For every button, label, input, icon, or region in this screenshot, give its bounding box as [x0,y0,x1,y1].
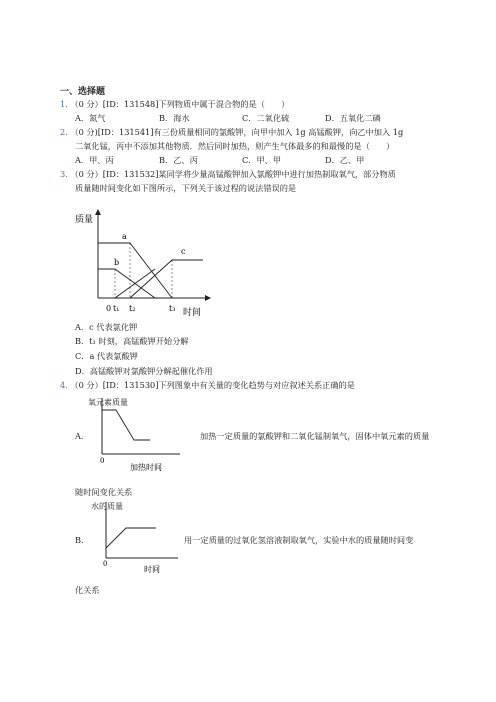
q4-a-chart [88,396,183,471]
option-a: A．c 代表氯化钾 [75,322,138,332]
option-a-label: A． [75,431,90,441]
question-text: （0 分）[ID：131530]下列图象中有关量的变化趋势与对应叙述关系正确的是 [70,380,355,390]
label-a: a [122,232,127,241]
option-c: C．甲、甲 [242,155,282,165]
x-axis-label: 时间 [183,308,202,318]
question-number: 4. [60,380,68,390]
question-3 [60,169,396,180]
question-1 [60,99,289,110]
question-text: （0 分）[ID：131548]下列物质中属于混合物的是（ ） [70,99,290,109]
option-b: B．乙、丙 [159,155,198,165]
question-text-line2: 质量随时间变化如下图所示，下列关于该过程的说法错误的是 [75,183,297,193]
option-a: A．甲、丙 [75,155,114,165]
label-b: b [114,258,120,267]
option-b-desc-line1: 用一定质量的过氧化氢溶液制取氧气，实验中水的质量随时间变 [184,535,414,545]
question-text-line1: （0 分)[ID：131541]有三份质量相同的氯酸钾，向甲中加入 1g 高锰酸钾，向乙中加入 1g [70,127,404,137]
curve [106,528,156,548]
option-a-desc-line1: 加热一定质量的氯酸钾和二氧化锰制氧气，固体中氧元素的质量 [200,431,430,441]
option-d: D．乙、甲 [325,155,365,165]
option-b: B．t₁ 时刻，高锰酸钾开始分解 [75,336,189,346]
question-number: 1. [60,99,68,109]
option-b: B．海水 [159,113,190,123]
origin-label: 0 [106,304,112,313]
option-d: D．高锰酸钾对氯酸钾分解起催化作用 [75,366,213,376]
tick-t3: t₃ [169,304,176,313]
tick-t1: t₁ [113,304,120,313]
q4-b-chart [88,500,183,575]
y-axis-label: 氧元素质量 [88,398,128,407]
option-c: C．a 代表氯酸钾 [75,351,138,361]
question-2 [60,127,403,138]
question-text-line1: （0 分）[ID：131532]某同学将少量高锰酸钾加入氯酸钾中进行加热制取氧气，部分物质 [70,169,396,179]
option-b-desc-line2: 化关系 [75,585,100,595]
q3-mass-time-chart [75,205,225,320]
curve [102,410,150,440]
label-c: c [181,247,186,256]
origin-label: 0 [103,560,108,568]
x-axis-label: 加热时间 [130,463,162,472]
question-4 [60,380,355,391]
y-axis-label: 质量 [75,215,94,225]
question-number: 3. [60,169,68,179]
section-title: 一、选择题 [60,87,106,97]
question-number: 2. [60,127,68,137]
x-axis-label: 时间 [144,565,160,574]
question-text-line2: 二氧化锰，丙中不添加其他物质．然后同时加热，则产生气体最多的和最慢的是（ ） [75,141,395,151]
y-axis-label: 水的质量 [91,502,123,511]
option-b-label: B． [75,535,90,545]
option-a: A．氮气 [75,113,106,123]
option-c: C．二氧化硫 [242,113,290,123]
tick-t2: t₂ [129,304,136,313]
option-a-desc-line2: 随时间变化关系 [75,487,133,497]
option-d: D．五氧化二磷 [325,113,381,123]
origin-label: 0 [100,457,105,465]
